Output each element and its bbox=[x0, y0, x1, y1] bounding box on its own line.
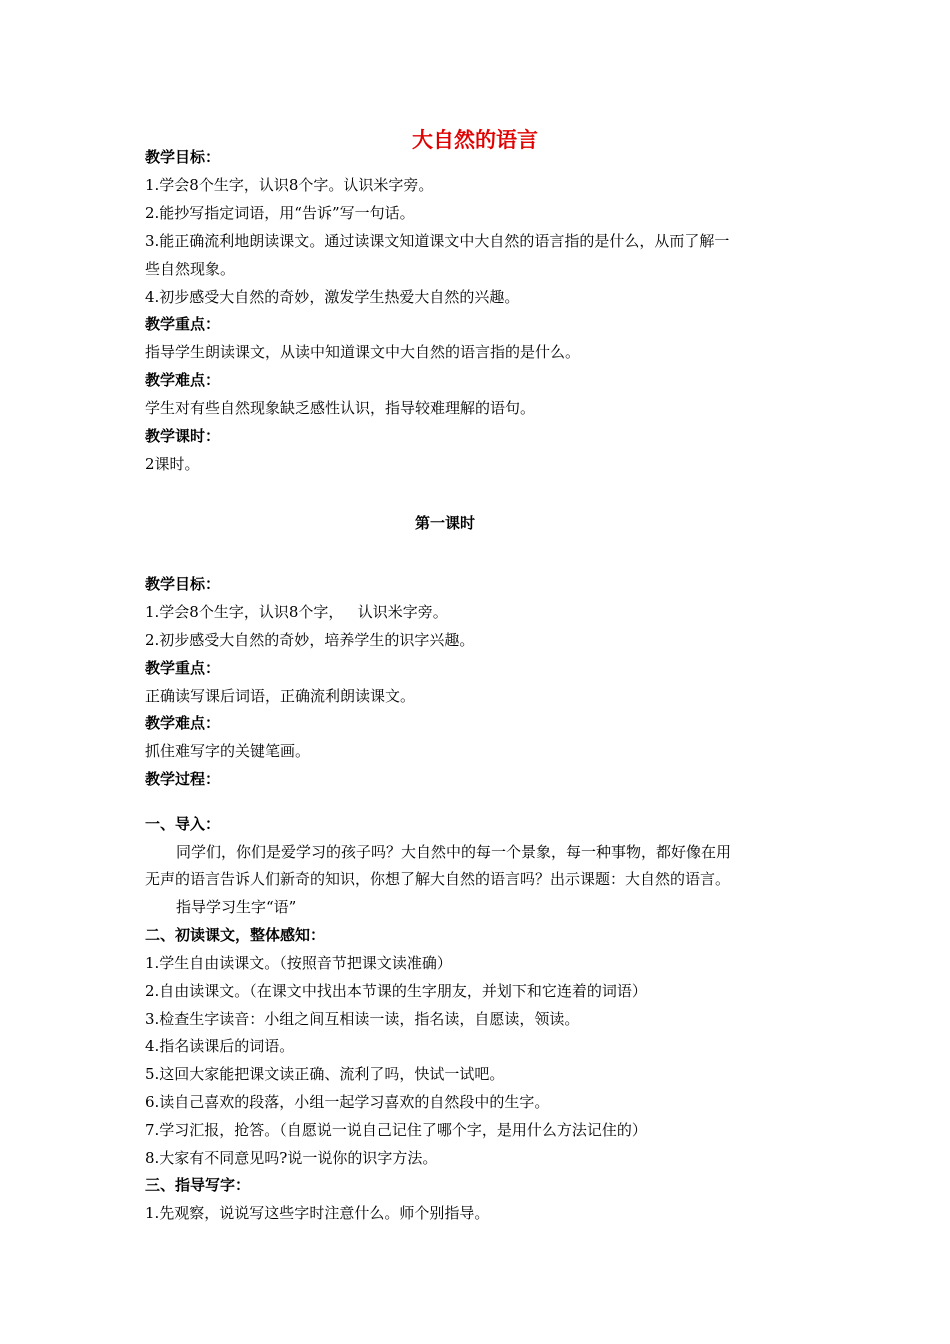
document-title: 大自然的语言 bbox=[412, 128, 538, 152]
goal-item: 4.初步感受大自然的奇妙，激发学生热爱大自然的兴趣。 bbox=[145, 288, 520, 306]
list-item: 3.检查生字读音：小组之间互相读一读，指名读，自愿读，领读。 bbox=[145, 1010, 580, 1028]
class-hours-text: 2课时。 bbox=[145, 455, 200, 473]
list-item: 6.读自己喜欢的段落，小组一起学习喜欢的自然段中的生字。 bbox=[145, 1093, 550, 1111]
list-item: 7.学习汇报，抢答。（自愿说一说自己记住了哪个字，是用什么方法记住的） bbox=[145, 1121, 647, 1139]
list-item: 4.指名读课后的词语。 bbox=[145, 1037, 295, 1055]
section-heading: 一、导入： bbox=[145, 815, 221, 833]
goal-item: 1.学会8个生字，认识8个字。认识米字旁。 bbox=[145, 176, 434, 194]
list-item: 8.大家有不同意见吗?说一说你的识字方法。 bbox=[145, 1149, 438, 1167]
list-item: 2.自由读课文。（在课文中找出本节课的生字朋友，并划下和它连着的词语） bbox=[145, 982, 647, 1000]
goal-item: 2.初步感受大自然的奇妙，培养学生的识字兴趣。 bbox=[145, 631, 475, 649]
paragraph-line: 无声的语言告诉人们新奇的知识，你想了解大自然的语言吗？出示课题：大自然的语言。 bbox=[145, 870, 731, 888]
process-heading: 教学过程： bbox=[145, 770, 221, 788]
list-item: 1.学生自由读课文。（按照音节把课文读准确） bbox=[145, 954, 452, 972]
paragraph-line: 同学们，你们是爱学习的孩子吗？大自然中的每一个景象，每一种事物，都好像在用 bbox=[176, 843, 732, 861]
list-item: 1.先观察，说说写这些字时注意什么。师个别指导。 bbox=[145, 1204, 490, 1222]
section-heading: 三、指导写字： bbox=[145, 1176, 251, 1194]
goals-heading: 教学目标： bbox=[145, 148, 221, 166]
difficulty-heading: 教学难点： bbox=[145, 371, 221, 389]
key-points-text: 指导学生朗读课文，从读中知道课文中大自然的语言指的是什么。 bbox=[145, 343, 581, 361]
class-hours-heading: 教学课时： bbox=[145, 427, 221, 445]
goal-item: 2.能抄写指定词语，用“告诉”写一句话。 bbox=[145, 204, 415, 222]
difficulty-text: 抓住难写字的关键笔画。 bbox=[145, 742, 311, 760]
key-points-heading: 教学重点： bbox=[145, 659, 221, 677]
paragraph-line: 指导学习生字“语” bbox=[176, 898, 297, 916]
goal-item: 3.能正确流利地朗读课文。通过读课文知道课文中大自然的语言指的是什么，从而了解一 bbox=[145, 232, 730, 250]
difficulty-text: 学生对有些自然现象缺乏感性认识，指导较难理解的语句。 bbox=[145, 399, 536, 417]
goal-item: 1.学会8个生字，认识8个字， 认识米字旁。 bbox=[145, 603, 448, 621]
list-item: 5.这回大家能把课文读正确、流利了吗，快试一试吧。 bbox=[145, 1065, 505, 1083]
section-heading: 二、初读课文，整体感知： bbox=[145, 926, 326, 944]
key-points-heading: 教学重点： bbox=[145, 315, 221, 333]
lesson-heading: 第一课时 bbox=[414, 514, 475, 532]
difficulty-heading: 教学难点： bbox=[145, 714, 221, 732]
goals-heading: 教学目标： bbox=[145, 575, 221, 593]
goal-item-continued: 些自然现象。 bbox=[145, 260, 236, 278]
key-points-text: 正确读写课后词语，正确流利朗读课文。 bbox=[145, 687, 416, 705]
